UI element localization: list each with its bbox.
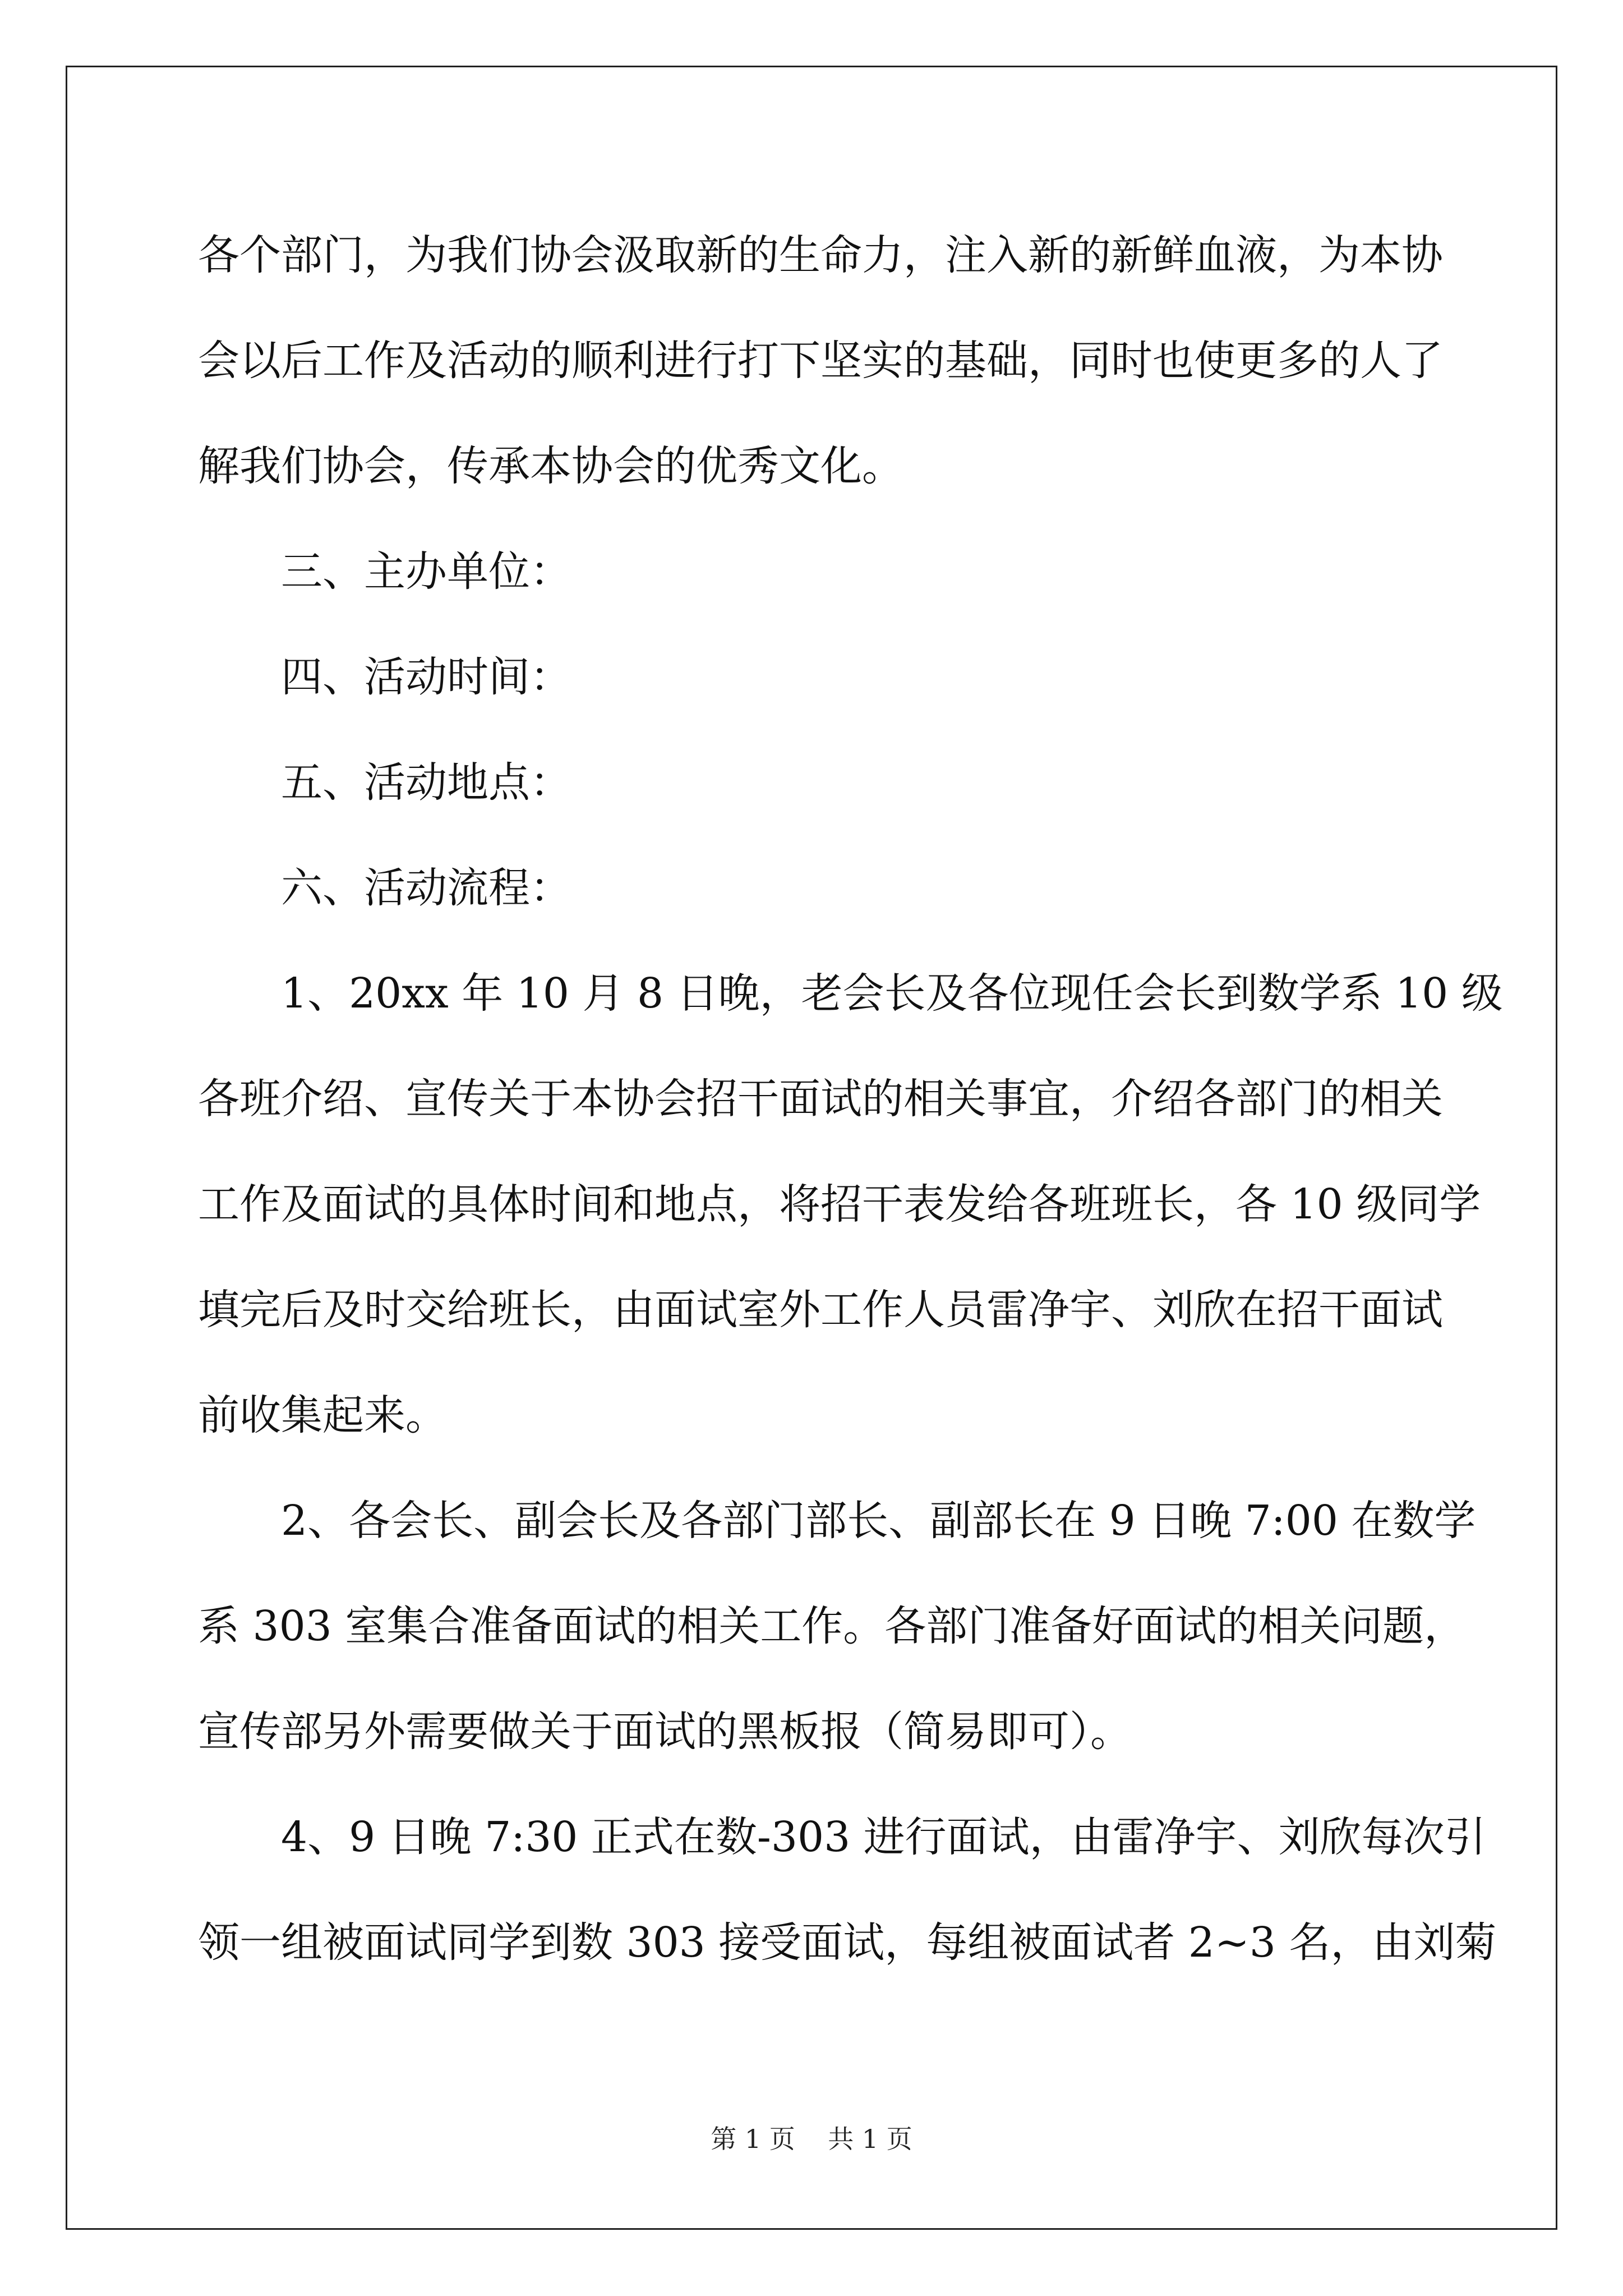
section-heading-location: 五、活动地点： — [281, 758, 571, 807]
section-heading-time: 四、活动时间： — [281, 653, 571, 701]
text-line: 2、各会长、副会长及各部门部长、副部长在 9 日晚 7:00 在数学 — [281, 1497, 1476, 1545]
text-line: 1、20xx 年 10 月 8 日晚，老会长及各位现任会长到数学系 10 级 — [281, 969, 1503, 1018]
text-line: 填完后及时交给班长，由面试室外工作人员雷净宇、刘欣在招干面试 — [198, 1286, 1443, 1334]
text-line: 各班介绍、宣传关于本协会招干面试的相关事宜，介绍各部门的相关 — [198, 1075, 1443, 1123]
text-line: 会以后工作及活动的顺利进行打下坚实的基础，同时也使更多的人了 — [198, 337, 1443, 385]
text-line: 系 303 室集合准备面试的相关工作。各部门准备好面试的相关问题， — [198, 1602, 1466, 1650]
text-line: 各个部门，为我们协会汲取新的生命力，注入新的新鲜血液，为本协 — [198, 231, 1443, 279]
text-line: 4、9 日晚 7:30 正式在数-303 进行面试，由雷净宇、刘欣每次引 — [281, 1813, 1486, 1861]
section-heading-process: 六、活动流程： — [281, 864, 571, 912]
text-line: 工作及面试的具体时间和地点，将招干表发给各班班长，各 10 级同学 — [198, 1180, 1481, 1228]
text-line: 前收集起来。 — [198, 1391, 447, 1439]
section-heading-organizer: 三、主办单位： — [281, 547, 571, 596]
page-footer: 第 1 页 共 1 页 — [711, 2124, 912, 2154]
text-line: 宣传部另外需要做关于面试的黑板报（简易即可）。 — [198, 1708, 1132, 1756]
text-line: 解我们协会，传承本协会的优秀文化。 — [198, 442, 903, 490]
text-line: 领一组被面试同学到数 303 接受面试，每组被面试者 2~3 名，由刘菊 — [198, 1918, 1497, 1967]
